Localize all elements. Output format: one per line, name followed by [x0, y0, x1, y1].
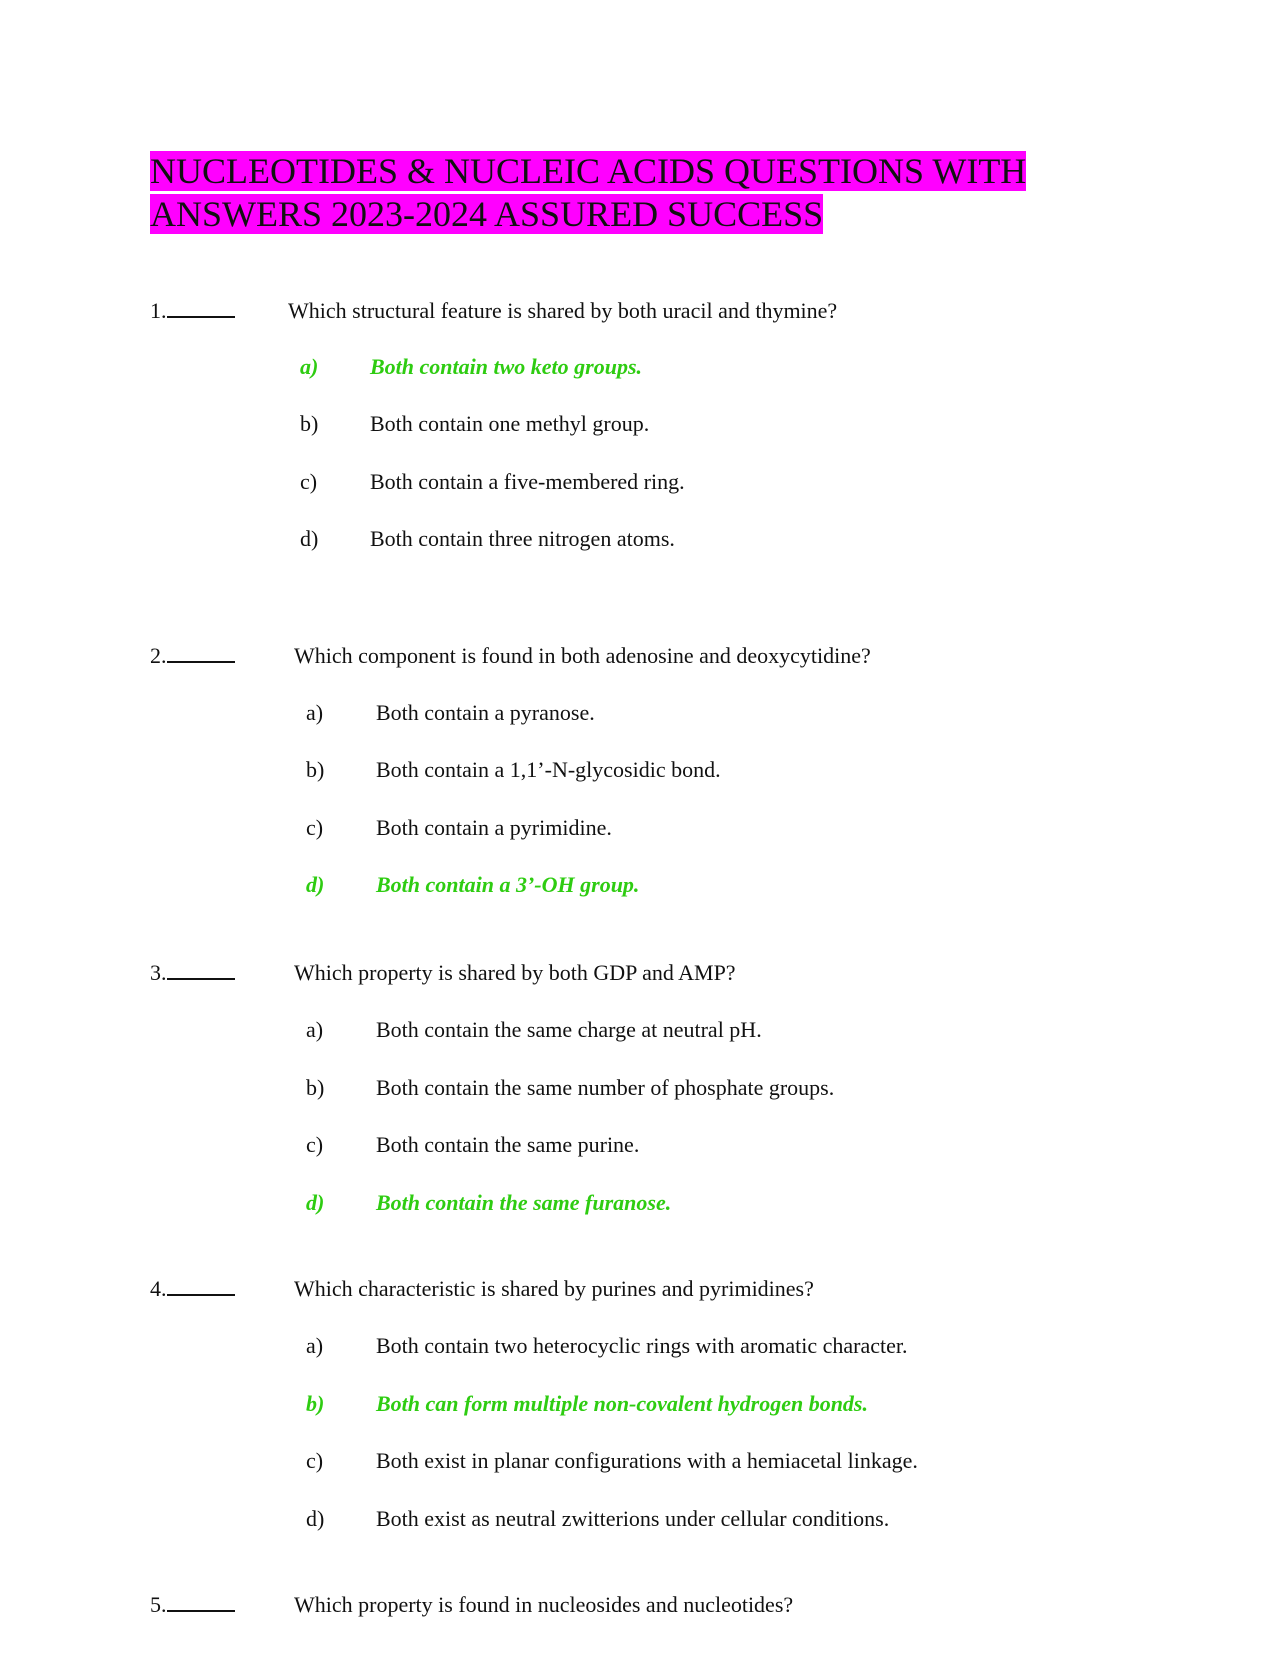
option-letter: a) — [300, 354, 319, 379]
option-letter: d) — [306, 872, 325, 897]
answer-blank — [167, 643, 235, 663]
option-letter: d) — [306, 1190, 325, 1215]
option-letter: a) — [306, 700, 324, 725]
question-number: 2. — [150, 643, 235, 669]
answer-blank — [167, 1592, 235, 1612]
document-title — [150, 150, 1110, 236]
question-text: Which structural feature is shared by both uracil and thymine? — [288, 298, 838, 323]
question-text: Which characteristic is shared by purines and pyrimidines? — [294, 1276, 814, 1301]
option-text: Both contain two keto groups. — [370, 354, 643, 379]
question-number: 1. — [150, 298, 235, 324]
question-number: 4. — [150, 1276, 235, 1302]
answer-blank — [167, 960, 235, 980]
option-text: Both contain a five-membered ring. — [370, 469, 685, 494]
title-highlight: NUCLEOTIDES & NUCLEIC ACIDS QUESTIONS WITH ANSWERS 2023-2024 ASSURED SUCCESS — [150, 151, 1027, 234]
answer-blank — [167, 298, 235, 318]
question-text: Which component is found in both adenosine and deoxycytidine? — [294, 643, 871, 668]
option-letter: d) — [300, 526, 319, 551]
option-letter: c) — [306, 1132, 324, 1157]
option-text: Both contain the same number of phosphate groups. — [376, 1075, 835, 1100]
option-letter: a) — [306, 1333, 324, 1358]
option-text: Both contain a pyrimidine. — [376, 815, 612, 840]
option-text: Both contain the same charge at neutral pH. — [376, 1017, 762, 1042]
option-text: Both contain one methyl group. — [370, 411, 650, 436]
option-text: Both can form multiple non-covalent hydrogen bonds. — [376, 1391, 868, 1416]
option-letter: c) — [306, 1448, 324, 1473]
option-text: Both contain a pyranose. — [376, 700, 595, 725]
question-text: Which property is found in nucleosides and nucleotides? — [294, 1592, 794, 1617]
option-letter: c) — [306, 815, 324, 840]
answer-blank — [167, 1276, 235, 1296]
option-letter: c) — [300, 469, 318, 494]
option-letter: b) — [306, 757, 325, 782]
question-text: Which property is shared by both GDP and AMP? — [294, 960, 736, 985]
option-text: Both contain a 3’-OH group. — [376, 872, 640, 897]
option-letter: d) — [306, 1506, 325, 1531]
question-number: 3. — [150, 960, 235, 986]
question-number: 5. — [150, 1592, 235, 1618]
option-letter: b) — [306, 1391, 325, 1416]
option-letter: a) — [306, 1017, 324, 1042]
option-text: Both contain three nitrogen atoms. — [370, 526, 675, 551]
option-text: Both contain the same furanose. — [376, 1190, 672, 1215]
option-letter: b) — [300, 411, 319, 436]
option-text: Both exist in planar configurations with a hemiacetal linkage. — [376, 1448, 918, 1473]
option-text: Both exist as neutral zwitterions under cellular conditions. — [376, 1506, 890, 1531]
option-text: Both contain a 1,1’-N-glycosidic bond. — [376, 757, 721, 782]
option-letter: b) — [306, 1075, 325, 1100]
option-text: Both contain the same purine. — [376, 1132, 640, 1157]
option-text: Both contain two heterocyclic rings with aromatic character. — [376, 1333, 908, 1358]
